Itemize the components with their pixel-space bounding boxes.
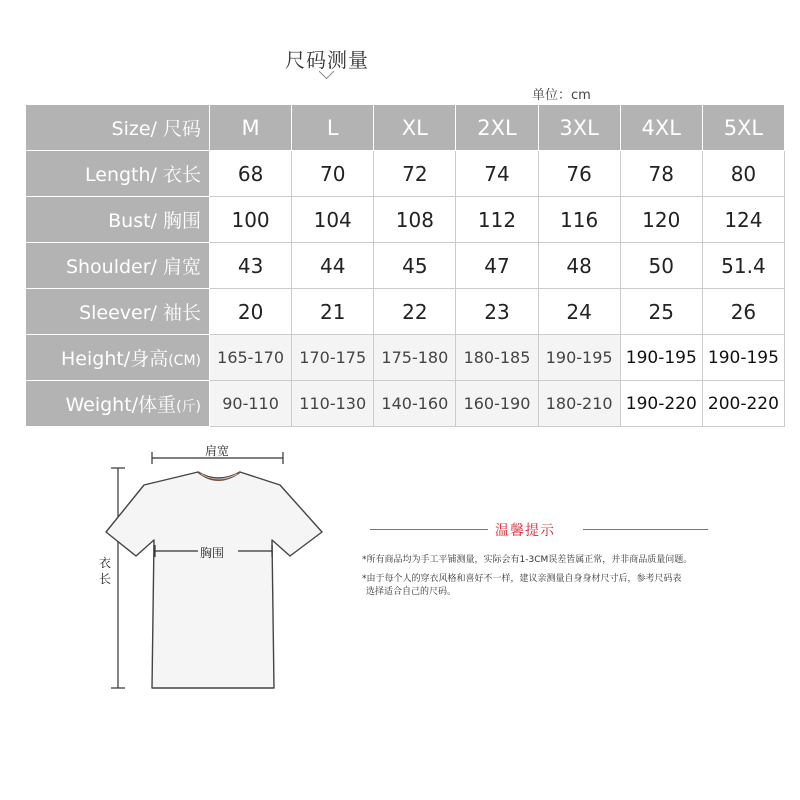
- row-label-length: Length/ 衣长: [26, 151, 210, 197]
- table-cell: 23: [456, 289, 538, 335]
- table-cell: 45: [374, 243, 456, 289]
- table-cell: 180-210: [538, 381, 620, 427]
- table-cell: 200-220: [702, 381, 784, 427]
- table-cell: 180-185: [456, 335, 538, 381]
- table-row: [26, 243, 785, 289]
- tips-divider-right: [583, 529, 708, 530]
- size-table: [25, 104, 785, 427]
- length-label: 衣长: [99, 556, 112, 586]
- row-label-text: Weight/体重: [65, 394, 177, 416]
- table-cell: 108: [374, 197, 456, 243]
- table-cell: 48: [538, 243, 620, 289]
- table-cell: 190-195: [538, 335, 620, 381]
- table-cell: 21: [292, 289, 374, 335]
- table-cell: 80: [702, 151, 784, 197]
- size-header: 3XL: [538, 105, 620, 151]
- table-cell: 78: [620, 151, 702, 197]
- table-row: [26, 197, 785, 243]
- unit-label: 单位：cm: [532, 88, 591, 103]
- table-cell: 72: [374, 151, 456, 197]
- table-cell: 43: [210, 243, 292, 289]
- row-label-unit: (CM): [168, 353, 201, 369]
- row-label-sleeve: Sleever/ 袖长: [26, 289, 210, 335]
- tips-title: 温馨提示: [495, 523, 555, 539]
- table-cell: 50: [620, 243, 702, 289]
- note-line-1: *所有商品均为手工平铺测量，实际会有1-3CM误差皆属正常，并非商品质量问题。: [362, 555, 693, 565]
- table-cell: 160-190: [456, 381, 538, 427]
- table-cell: 175-180: [374, 335, 456, 381]
- row-label-unit: (斤): [176, 399, 201, 415]
- table-cell: 112: [456, 197, 538, 243]
- row-label-height: [26, 335, 210, 381]
- table-cell: 74: [456, 151, 538, 197]
- table-cell: 47: [456, 243, 538, 289]
- table-cell: 51.4: [702, 243, 784, 289]
- bust-label: 胸围: [200, 546, 225, 560]
- table-cell: 20: [210, 289, 292, 335]
- table-cell: 170-175: [292, 335, 374, 381]
- table-cell: 90-110: [210, 381, 292, 427]
- table-cell: 110-130: [292, 381, 374, 427]
- table-cell: 190-220: [620, 381, 702, 427]
- table-cell: 165-170: [210, 335, 292, 381]
- tshirt-outline-icon: [100, 440, 340, 700]
- table-cell: 24: [538, 289, 620, 335]
- table-cell: 190-195: [702, 335, 784, 381]
- table-row: [26, 289, 785, 335]
- table-cell: 140-160: [374, 381, 456, 427]
- row-label-text: Height/身高: [61, 348, 169, 370]
- table-header-row: [26, 105, 785, 151]
- table-cell: 25: [620, 289, 702, 335]
- table-cell: 124: [702, 197, 784, 243]
- table-cell: 44: [292, 243, 374, 289]
- tshirt-diagram: [100, 440, 340, 700]
- table-row: [26, 335, 785, 381]
- table-cell: 100: [210, 197, 292, 243]
- table-cell: 26: [702, 289, 784, 335]
- table-cell: 22: [374, 289, 456, 335]
- size-header: L: [292, 105, 374, 151]
- header-label: Size/ 尺码: [26, 105, 210, 151]
- row-label-bust: Bust/ 胸围: [26, 197, 210, 243]
- table-cell: 76: [538, 151, 620, 197]
- note-line-3: 选择适合自己的尺码。: [366, 587, 457, 597]
- page-title: 尺码测量: [285, 48, 369, 72]
- row-label-shoulder: Shoulder/ 肩宽: [26, 243, 210, 289]
- row-label-weight: [26, 381, 210, 427]
- table-cell: 104: [292, 197, 374, 243]
- size-header: 4XL: [620, 105, 702, 151]
- note-line-2: *由于每个人的穿衣风格和喜好不一样，建议亲测量自身身材尺寸后，参考尺码表: [362, 574, 682, 584]
- shoulder-label: 肩宽: [205, 444, 230, 458]
- size-header: XL: [374, 105, 456, 151]
- table-cell: 120: [620, 197, 702, 243]
- table-row: [26, 381, 785, 427]
- tips-divider-left: [370, 529, 488, 530]
- table-row: [26, 151, 785, 197]
- table-cell: 190-195: [620, 335, 702, 381]
- table-cell: 68: [210, 151, 292, 197]
- size-header: 2XL: [456, 105, 538, 151]
- table-cell: 70: [292, 151, 374, 197]
- table-cell: 116: [538, 197, 620, 243]
- size-header: M: [210, 105, 292, 151]
- size-header: 5XL: [702, 105, 784, 151]
